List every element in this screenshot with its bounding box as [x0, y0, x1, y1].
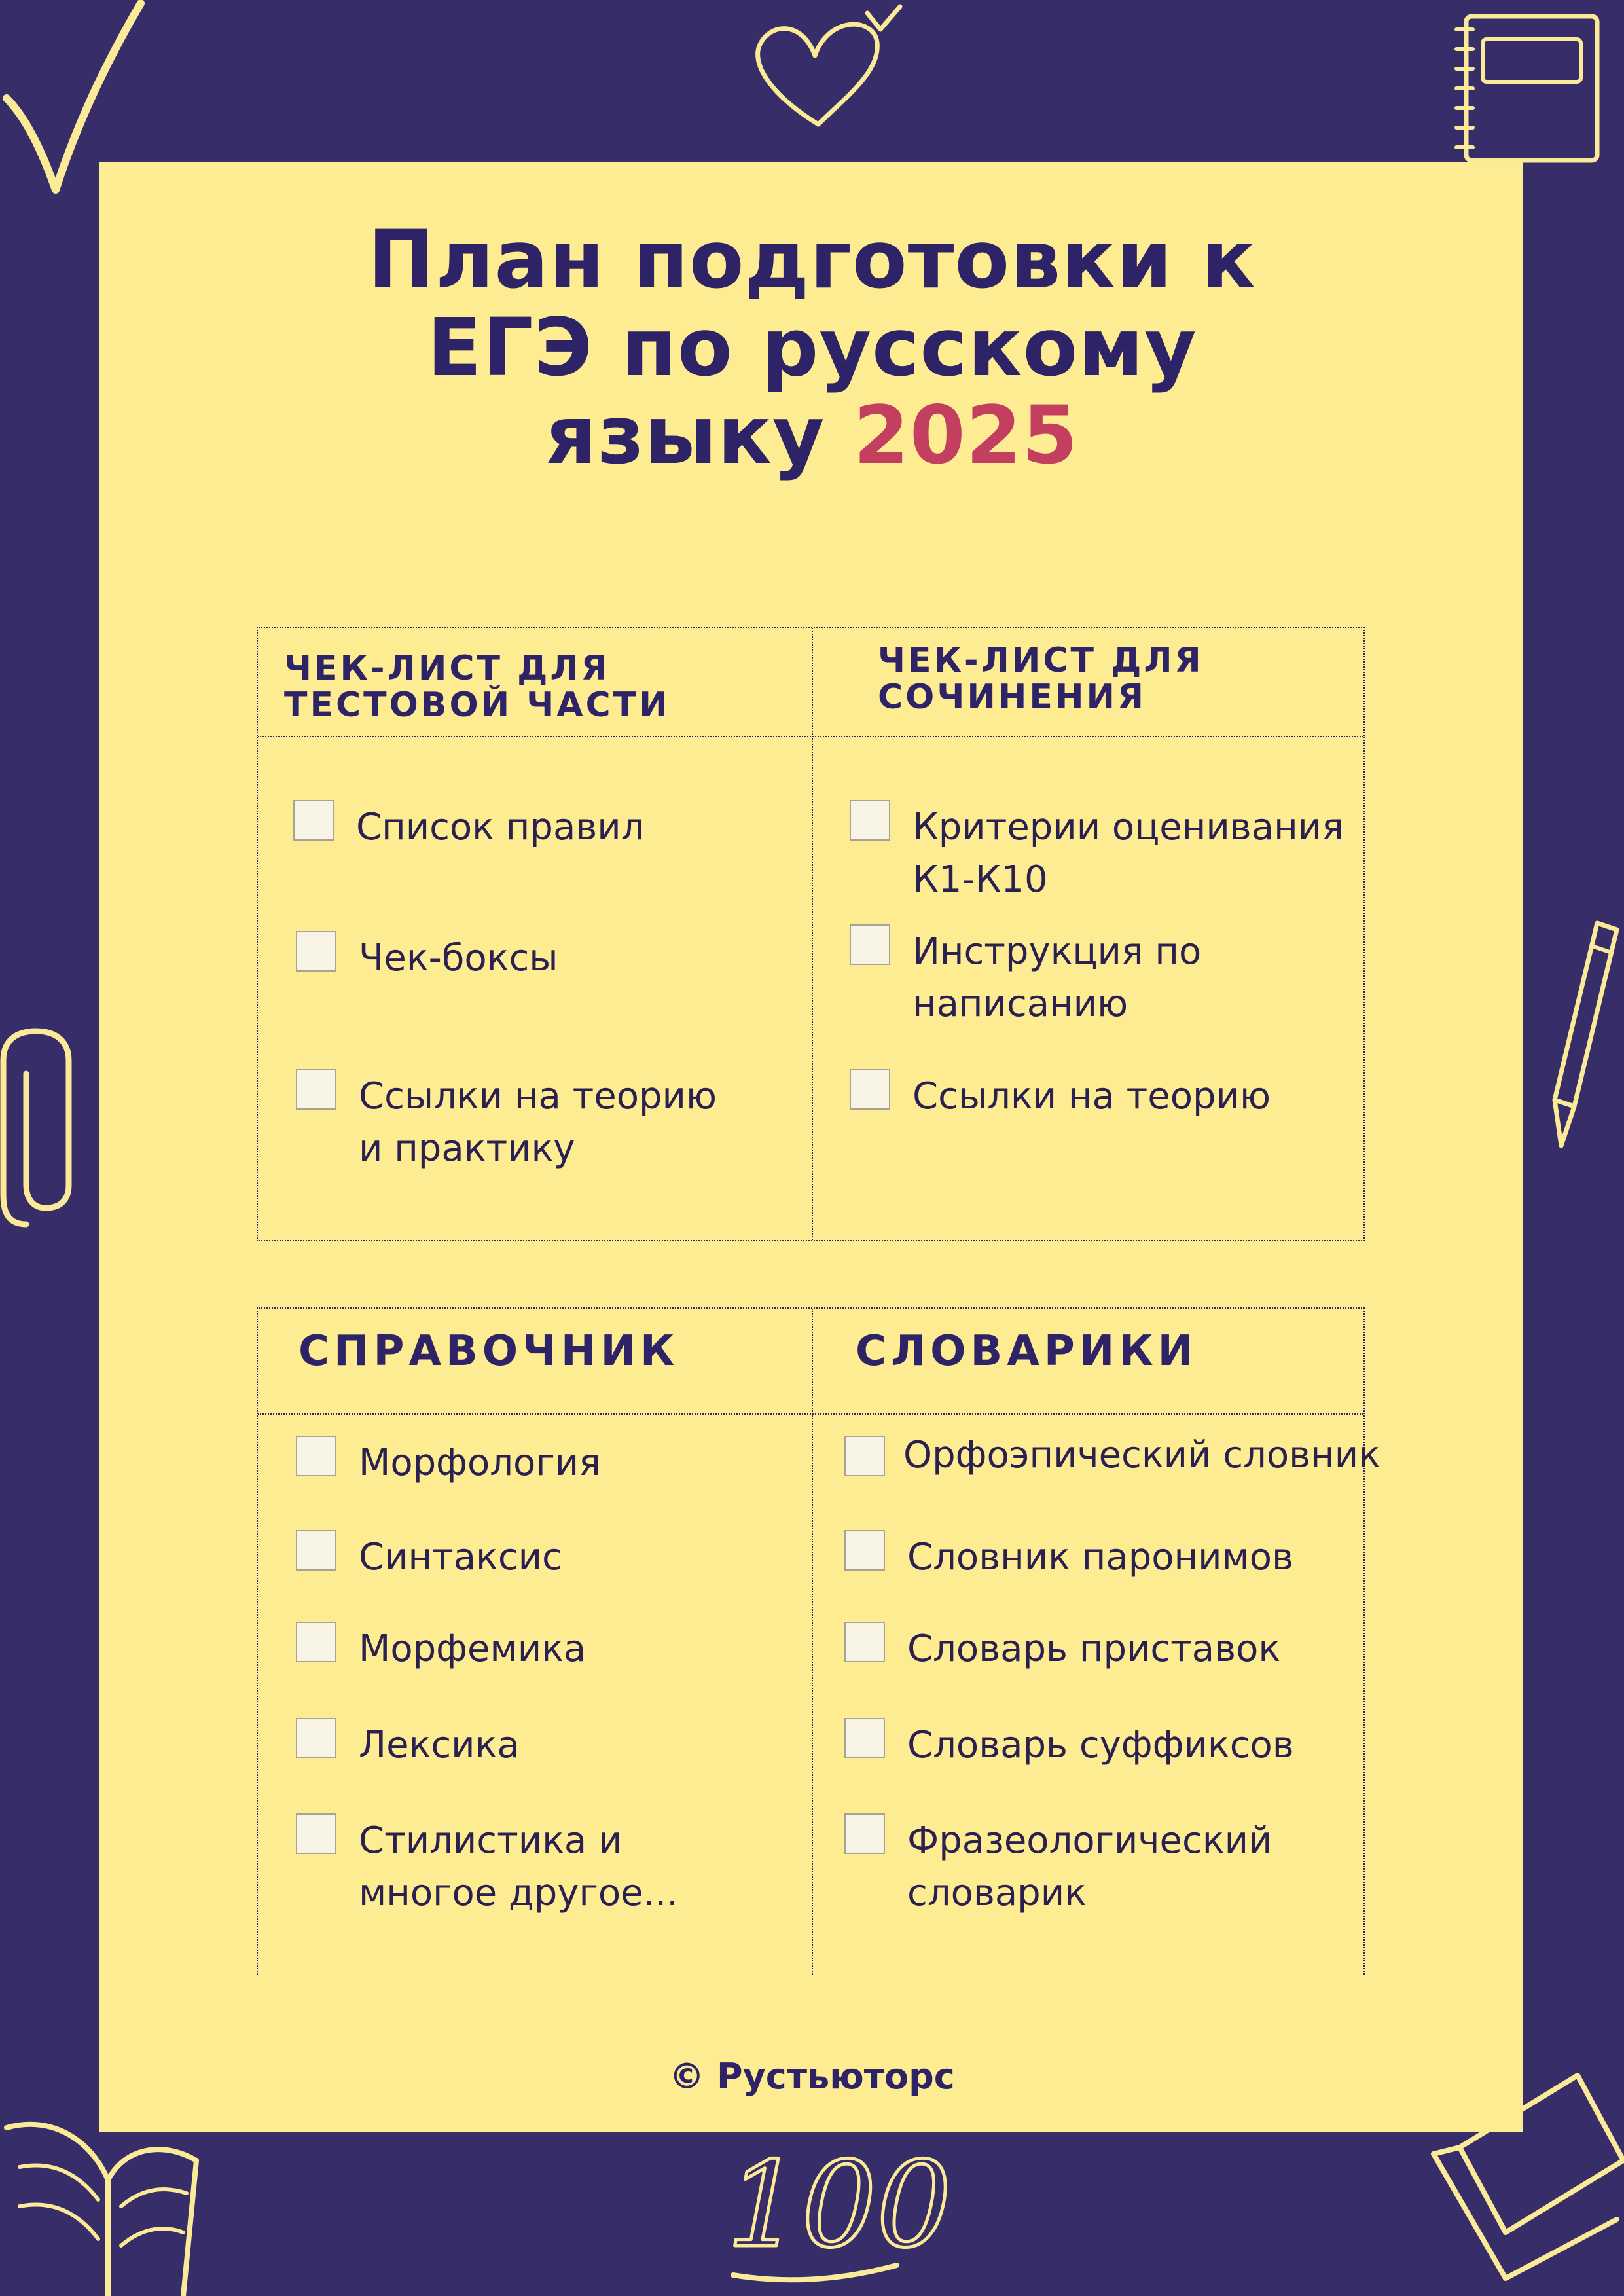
checklist-item-label: Словарь приставок: [907, 1628, 1281, 1670]
page-title: [0, 213, 1624, 482]
checklist-item-label: Морфемика: [359, 1628, 586, 1670]
checklist-grid-bottom: [257, 1307, 1380, 1975]
title-year: 2025: [853, 389, 1079, 482]
checklist-item-label: Синтаксис: [359, 1536, 562, 1578]
checkbox[interactable]: [296, 931, 336, 972]
checkbox[interactable]: [850, 1069, 890, 1110]
checkbox[interactable]: [844, 1436, 885, 1476]
checkbox[interactable]: [850, 924, 890, 965]
checklist-grid-top: [257, 627, 1365, 1241]
reference-section-heading: СПРАВОЧНИК: [298, 1327, 679, 1376]
header-divider: [258, 1413, 1363, 1415]
checklist-item-label: Ссылки на теорию и практику: [359, 1075, 717, 1170]
test-section-heading: ЧЕК-ЛИСТ ДЛЯ ТЕСТОВОЙ ЧАСТИ: [284, 649, 670, 725]
checkbox[interactable]: [296, 1718, 336, 1758]
copyright-footer: © Рустьюторс: [669, 2056, 955, 2097]
checkbox[interactable]: [844, 1718, 885, 1758]
pencil-icon: [1551, 910, 1624, 1159]
essay-section-heading: ЧЕК-ЛИСТ ДЛЯ СОЧИНЕНИЯ: [878, 641, 1204, 717]
checkbox[interactable]: [844, 1530, 885, 1571]
checkbox[interactable]: [296, 1813, 336, 1854]
dictionaries-section-heading: СЛОВАРИКИ: [856, 1327, 1198, 1376]
svg-text:100: 100: [727, 2137, 952, 2274]
title-line-1: План подготовки к: [367, 213, 1257, 306]
checkbox[interactable]: [296, 1069, 336, 1110]
checkbox[interactable]: [293, 800, 334, 841]
checkbox[interactable]: [296, 1622, 336, 1662]
checklist-item-label: Критерии оценивания К1-К10: [912, 806, 1344, 901]
checklist-item-label: Фразеологический словарик: [907, 1819, 1272, 1914]
heart-icon: [740, 0, 897, 137]
checklist-item-label: Ссылки на теорию: [912, 1075, 1271, 1118]
checkbox[interactable]: [296, 1436, 336, 1476]
checkbox[interactable]: [844, 1622, 885, 1662]
checklist-item-label: Список правил: [356, 806, 645, 848]
title-line-2: ЕГЭ по русскому: [427, 301, 1197, 394]
checklist-item-label: Словарь суффиксов: [907, 1724, 1294, 1766]
header-divider: [258, 736, 1363, 737]
checklist-item-label: Лексика: [359, 1724, 520, 1766]
checkbox[interactable]: [296, 1530, 336, 1571]
checklist-item-label: Инструкция по написанию: [912, 930, 1202, 1025]
checklist-item-label: Орфоэпический словник: [903, 1434, 1380, 1476]
notebook-icon: [1447, 10, 1604, 167]
checklist-item-label: Словник паронимов: [907, 1536, 1294, 1578]
paperclip-icon: [0, 1021, 85, 1237]
checklist-item-label: Морфология: [359, 1442, 601, 1484]
checkbox[interactable]: [844, 1813, 885, 1854]
checklist-item-label: Стилистика и многое другое...: [359, 1819, 679, 1914]
checklist-item-label: Чек-боксы: [359, 937, 558, 979]
title-line-3: языку: [545, 389, 825, 482]
hundred-doodle: [720, 2134, 952, 2296]
checkbox[interactable]: [850, 800, 890, 841]
